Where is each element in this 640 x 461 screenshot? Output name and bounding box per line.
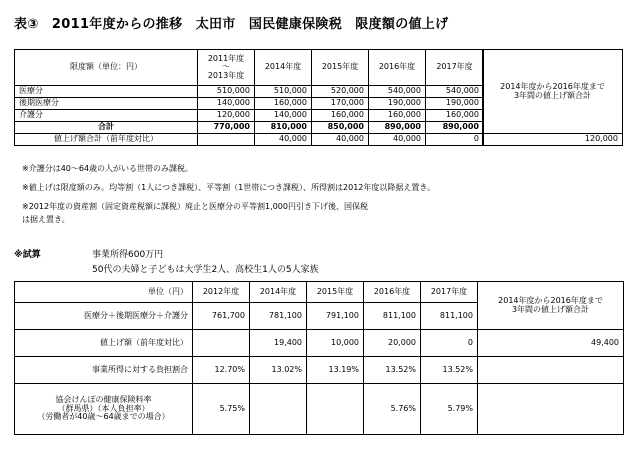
col-header: 2015年度 [307, 282, 364, 303]
cell: 160,000 [255, 98, 312, 110]
table-row [15, 384, 624, 435]
summary-value: 49,400 [478, 330, 624, 357]
row-label: 合計 [15, 122, 198, 134]
table-row [15, 330, 624, 357]
cell: 510,000 [198, 86, 255, 98]
note-line: ※値上げは限度額のみ。均等割（1人につき課税）、平等割（1世帯につき課税）、所得割は2012年度以降据え置き。 [22, 183, 436, 192]
cell: 770,000 [198, 122, 255, 134]
trial-table [14, 281, 624, 435]
limit-table-summary [482, 49, 623, 146]
col-2011-header: 2011年度 ～ 2013年度 [198, 50, 255, 86]
cell: 190,000 [369, 98, 426, 110]
col-2014-header: 2014年度 [255, 50, 312, 86]
note-line: は据え置き。 [22, 215, 70, 224]
table-header-row [15, 50, 484, 86]
cell: 5.79% [421, 384, 478, 435]
trial-line: 事業所得600万円 [92, 250, 164, 260]
empty-cell [478, 384, 624, 435]
cell: 13.02% [250, 357, 307, 384]
total-row [15, 122, 484, 134]
cell: 890,000 [369, 122, 426, 134]
cell: 13.52% [364, 357, 421, 384]
col-header: 2017年度 [421, 282, 478, 303]
cell: 160,000 [369, 110, 426, 122]
limit-table [14, 49, 484, 146]
cell [307, 384, 364, 435]
row-label: 値上げ額（前年度対比） [15, 330, 193, 357]
summary-header: 2014年度から2016年度まで 3年間の値上げ額合計 [478, 282, 624, 330]
col-header: 2016年度 [364, 282, 421, 303]
table-header-row [15, 282, 624, 303]
table-row [15, 86, 484, 98]
cell: 810,000 [255, 122, 312, 134]
summary-header: 2014年度から2016年度まで 3年間の値上げ額合計 [483, 50, 623, 134]
increase-row [15, 134, 484, 146]
cell: 20,000 [364, 330, 421, 357]
page-title: 表③ 2011年度からの推移 太田市 国民健康保険税 限度額の値上げ [14, 17, 449, 32]
cell: 811,100 [364, 303, 421, 330]
cell: 0 [426, 134, 484, 146]
cell: 40,000 [255, 134, 312, 146]
cell [198, 134, 255, 146]
table-row [15, 98, 484, 110]
row-label: 事業所得に対する負担割合 [15, 357, 193, 384]
cell: 890,000 [426, 122, 484, 134]
col-2015-header: 2015年度 [312, 50, 369, 86]
cell [250, 384, 307, 435]
table-row [15, 110, 484, 122]
cell: 510,000 [255, 86, 312, 98]
cell: 40,000 [369, 134, 426, 146]
row-label: 介護分 [15, 110, 198, 122]
row-label: 値上げ額合計（前年度対比） [15, 134, 198, 146]
cell: 140,000 [198, 98, 255, 110]
cell: 540,000 [426, 86, 484, 98]
col-header: 2012年度 [193, 282, 250, 303]
row-label: 後期医療分 [15, 98, 198, 110]
cell [193, 330, 250, 357]
corner-cell: 単位（円） [15, 282, 193, 303]
cell: 13.19% [307, 357, 364, 384]
cell: 781,100 [250, 303, 307, 330]
cell: 160,000 [312, 110, 369, 122]
col-2017-header: 2017年度 [426, 50, 484, 86]
cell: 791,100 [307, 303, 364, 330]
cell: 10,000 [307, 330, 364, 357]
cell: 540,000 [369, 86, 426, 98]
cell: 170,000 [312, 98, 369, 110]
note-line: ※介護分は40～64歳の人がいる世帯のみ課税。 [22, 164, 194, 173]
cell: 19,400 [250, 330, 307, 357]
cell: 160,000 [426, 110, 484, 122]
note-line: ※2012年度の資産割（固定資産税額に課税）廃止と医療分の平等割1,000円引き下げ後、国保税 [22, 202, 368, 211]
cell: 13.52% [421, 357, 478, 384]
cell: 811,100 [421, 303, 478, 330]
cell: 520,000 [312, 86, 369, 98]
cell: 40,000 [312, 134, 369, 146]
row-label: 医療分＋後期医療分＋介護分 [15, 303, 193, 330]
table-row [15, 357, 624, 384]
corner-cell: 限度額（単位：円） [15, 50, 198, 86]
col-header: 2014年度 [250, 282, 307, 303]
cell: 761,700 [193, 303, 250, 330]
cell: 120,000 [198, 110, 255, 122]
cell: 5.75% [193, 384, 250, 435]
cell: 140,000 [255, 110, 312, 122]
cell: 190,000 [426, 98, 484, 110]
row-label: 医療分 [15, 86, 198, 98]
empty-cell [478, 357, 624, 384]
cell: 5.76% [364, 384, 421, 435]
row-label: 協会けんぽの健康保険料率 （群馬県）（本人負担率） （労働者が40歳～64歳までの場合） [15, 384, 193, 435]
summary-value: 120,000 [483, 134, 623, 146]
cell: 0 [421, 330, 478, 357]
trial-heading: ※試算 [14, 250, 41, 260]
trial-line: 50代の夫婦と子どもは大学生2人、高校生1人の5人家族 [92, 265, 319, 275]
col-2016-header: 2016年度 [369, 50, 426, 86]
cell: 12.70% [193, 357, 250, 384]
cell: 850,000 [312, 122, 369, 134]
